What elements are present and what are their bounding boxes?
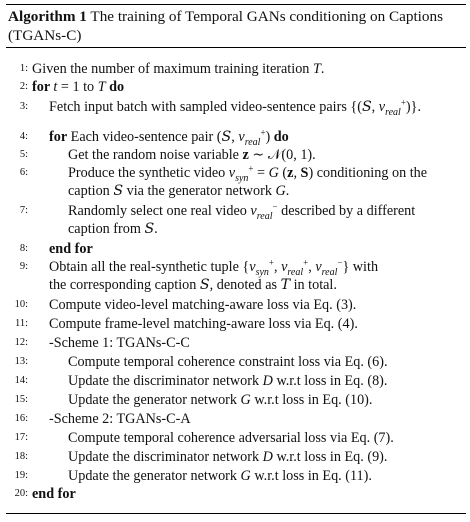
line-text: Update the discriminator network D w.r.t loss in Eq. (8). [68, 373, 388, 389]
line-number: 9: [19, 261, 28, 272]
line-text: caption S via the generator network G. [68, 183, 290, 199]
line-text: end for [32, 486, 76, 502]
line-text: Get the random noise variable z ∼ 𝒩(0, 1). [68, 147, 316, 163]
line-text: end for [49, 241, 93, 257]
algorithm-lines [6, 48, 466, 503]
line-text: Obtain all the real-synthetic tuple {$v_{syn}^+$, $v_{real}^+$, $v_{real}^-$} with [49, 257, 379, 278]
line-text: Fetch input batch with sampled video-sentence pairs {(S, $v_{real}^+$)}. [49, 97, 421, 118]
line-text: Compute temporal coherence adversarial loss via Eq. (7). [68, 430, 394, 446]
line-number: 11: [14, 318, 28, 329]
line-text: -Scheme 1: TGANs-C-C [49, 335, 190, 351]
line-text: Compute temporal coherence constraint loss via Eq. (6). [68, 354, 388, 370]
line-number: 6: [19, 167, 28, 178]
line-text: Randomly select one real video $v_{real}^-$ described by a different [68, 201, 416, 222]
line-number: 18: [14, 451, 28, 462]
algorithm-label: Algorithm 1 [8, 8, 87, 25]
line-text: Update the generator network G w.r.t loss in Eq. (11). [68, 468, 372, 484]
line-text: -Scheme 2: TGANs-C-A [49, 411, 191, 427]
line-text: caption from S. [68, 221, 158, 237]
algorithm-caption [6, 5, 466, 47]
line-number: 13: [14, 356, 28, 367]
line-number: 7: [19, 205, 28, 216]
line-text: for t = 1 to T do [32, 79, 125, 95]
algorithm-title-cont: (TGANs-C) [8, 27, 82, 44]
line-number: 10: [14, 299, 28, 310]
line-number: 8: [19, 243, 28, 254]
line-text: Given the number of maximum training iteration T. [32, 61, 325, 77]
line-number: 4: [19, 131, 28, 142]
line-text: the corresponding caption S, denoted as T in total. [49, 277, 337, 293]
line-number: 5: [19, 149, 28, 160]
line-number: 16: [14, 413, 28, 424]
line-number: 1: [19, 63, 28, 74]
line-number: 19: [14, 470, 28, 481]
line-text: Compute frame-level matching-aware loss via Eq. (4). [49, 316, 358, 332]
bottom-rule [6, 513, 466, 514]
line-text: for Each video-sentence pair (S, $v_{real}^+$) do [49, 127, 289, 148]
line-number: 3: [19, 101, 28, 112]
line-text: Compute video-level matching-aware loss via Eq. (3). [49, 297, 357, 313]
line-text: Update the generator network G w.r.t loss in Eq. (10). [68, 392, 373, 408]
line-number: 14: [14, 375, 28, 386]
line-number: 17: [14, 432, 28, 443]
line-text: Update the discriminator network D w.r.t loss in Eq. (9). [68, 449, 388, 465]
line-number: 12: [14, 337, 28, 348]
line-number: 20: [14, 488, 28, 499]
line-number: 2: [19, 81, 28, 92]
algorithm-box [6, 4, 466, 503]
line-number: 15: [14, 394, 28, 405]
algorithm-title: The training of Temporal GANs conditioning on Captions [90, 8, 443, 25]
line-text: Produce the synthetic video $v_{syn}^+ = G$ (z, S) conditioning on the [68, 163, 428, 184]
